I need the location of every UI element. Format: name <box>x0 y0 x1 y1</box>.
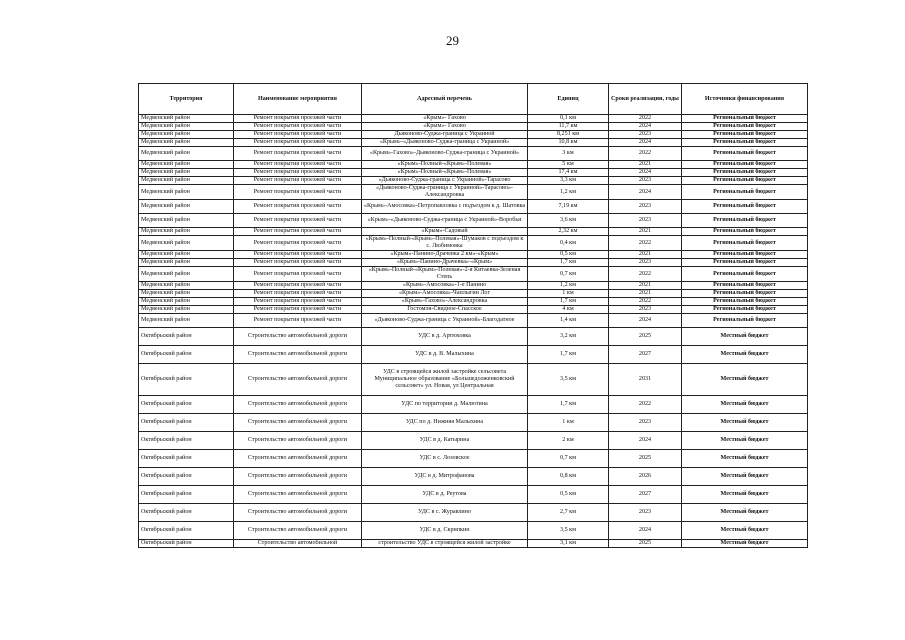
cell-territory: Медвенский район <box>139 123 234 131</box>
roads-program-table <box>138 83 808 548</box>
page-number: 29 <box>446 33 459 48</box>
cell-territory: Октябрьский район <box>139 450 234 468</box>
table-header-row <box>139 84 808 115</box>
cell-funding: Региональный бюджет <box>682 200 808 214</box>
cell-funding: Местный бюджет <box>682 522 808 540</box>
cell-territory: Октябрьский район <box>139 522 234 540</box>
cell-funding: Региональный бюджет <box>682 306 808 314</box>
table-row <box>139 486 808 504</box>
cell-address: УДС в д. Реутова <box>362 486 528 504</box>
cell-funding: Местный бюджет <box>682 396 808 414</box>
cell-territory: Медвенский район <box>139 131 234 139</box>
cell-unit: 0,7 км <box>528 267 609 282</box>
cell-address: «Крым»-Амосовка»-Петропавловка с подъездом к д. Шатовка <box>362 200 528 214</box>
cell-funding: Региональный бюджет <box>682 251 808 259</box>
cell-funding: Региональный бюджет <box>682 177 808 185</box>
cell-measure: Строительство автомобильной дороги <box>234 486 362 504</box>
cell-unit: 3 км <box>528 147 609 161</box>
header-unit: Единиц <box>528 84 609 115</box>
table-row <box>139 522 808 540</box>
cell-address: «Крым»-«Дьяконово-Суджа-граница с Украиной» <box>362 139 528 147</box>
cell-year: 2023 <box>609 214 682 228</box>
table-row <box>139 282 808 290</box>
cell-territory: Октябрьский район <box>139 328 234 346</box>
cell-unit: 0,7 км <box>528 450 609 468</box>
cell-territory: Октябрьский район <box>139 540 234 548</box>
cell-territory: Октябрьский район <box>139 486 234 504</box>
table-row <box>139 214 808 228</box>
cell-unit: 1 км <box>528 414 609 432</box>
cell-funding: Региональный бюджет <box>682 147 808 161</box>
table-row <box>139 185 808 200</box>
cell-unit: 7,19 км <box>528 200 609 214</box>
cell-unit: 5 км <box>528 161 609 169</box>
cell-funding: Местный бюджет <box>682 504 808 522</box>
cell-address: «Крым»-Гахово»-Дьяконово-Суджа-граница с Украиной» <box>362 147 528 161</box>
cell-measure: Ремонт покрытия проезжей части <box>234 147 362 161</box>
cell-address: УДС в с. Лозовское <box>362 450 528 468</box>
cell-territory: Медвенский район <box>139 161 234 169</box>
cell-territory: Медвенский район <box>139 200 234 214</box>
table-row <box>139 468 808 486</box>
cell-measure: Строительство автомобильной дороги <box>234 432 362 450</box>
cell-funding: Местный бюджет <box>682 450 808 468</box>
cell-measure: Ремонт покрытия проезжей части <box>234 214 362 228</box>
cell-measure: Строительство автомобильной дороги <box>234 522 362 540</box>
cell-year: 2025 <box>609 328 682 346</box>
table-row <box>139 251 808 259</box>
table-row <box>139 139 808 147</box>
cell-address: УДС в с. Журавлино <box>362 504 528 522</box>
cell-address: «Дьяконово-Суджа-граница с Украиной»-Тарасово <box>362 177 528 185</box>
cell-unit: 0,5 км <box>528 251 609 259</box>
cell-measure: Строительство автомобильной дороги <box>234 450 362 468</box>
table-row <box>139 200 808 214</box>
cell-measure: Ремонт покрытия проезжей части <box>234 298 362 306</box>
cell-year: 2023 <box>609 306 682 314</box>
cell-measure: Ремонт покрытия проезжей части <box>234 282 362 290</box>
cell-address: Гостомля-Свидное-Спасское <box>362 306 528 314</box>
table-row <box>139 450 808 468</box>
cell-funding: Региональный бюджет <box>682 314 808 328</box>
cell-funding: Местный бюджет <box>682 414 808 432</box>
cell-measure: Ремонт покрытия проезжей части <box>234 236 362 251</box>
cell-measure: Ремонт покрытия проезжей части <box>234 161 362 169</box>
cell-territory: Медвенский район <box>139 147 234 161</box>
table-row <box>139 328 808 346</box>
table-row <box>139 169 808 177</box>
cell-territory: Медвенский район <box>139 267 234 282</box>
cell-unit: 3,5 км <box>528 364 609 396</box>
cell-measure: Ремонт покрытия проезжей части <box>234 123 362 131</box>
cell-unit: 1,7 км <box>528 259 609 267</box>
cell-year: 2025 <box>609 450 682 468</box>
cell-year: 2023 <box>609 259 682 267</box>
cell-year: 2024 <box>609 123 682 131</box>
cell-address: «Крым»-Амосовка»-1-е Панино <box>362 282 528 290</box>
table-row <box>139 396 808 414</box>
cell-address: «Дьяконово-Суджа-граница с Украиной»-Тарасово»-Александровка <box>362 185 528 200</box>
cell-territory: Медвенский район <box>139 169 234 177</box>
cell-funding: Местный бюджет <box>682 328 808 346</box>
cell-territory: Октябрьский район <box>139 364 234 396</box>
cell-address: «Крым»-Амосовка»-Чаплыгин Лог <box>362 290 528 298</box>
table-row <box>139 228 808 236</box>
cell-year: 2023 <box>609 200 682 214</box>
cell-address: УДС в д. Артюховка <box>362 328 528 346</box>
cell-year: 2022 <box>609 236 682 251</box>
cell-year: 2022 <box>609 298 682 306</box>
table-row <box>139 147 808 161</box>
cell-year: 2031 <box>609 364 682 396</box>
cell-measure: Строительство автомобильной дороги <box>234 504 362 522</box>
cell-year: 2021 <box>609 290 682 298</box>
cell-territory: Октябрьский район <box>139 432 234 450</box>
cell-address: Дьяконово-Суджа-граница с Украиной <box>362 131 528 139</box>
cell-unit: 3,2 км <box>528 328 609 346</box>
cell-measure: Ремонт покрытия проезжей части <box>234 115 362 123</box>
table-row <box>139 364 808 396</box>
cell-funding: Местный бюджет <box>682 364 808 396</box>
cell-funding: Региональный бюджет <box>682 236 808 251</box>
cell-unit: 3,3 км <box>528 177 609 185</box>
cell-unit: 3,5 км <box>528 522 609 540</box>
table-row <box>139 123 808 131</box>
table-row <box>139 115 808 123</box>
cell-funding: Региональный бюджет <box>682 169 808 177</box>
cell-territory: Медвенский район <box>139 228 234 236</box>
cell-address: УДС в д. В. Малыхина <box>362 346 528 364</box>
cell-year: 2022 <box>609 147 682 161</box>
table-row <box>139 314 808 328</box>
cell-funding: Местный бюджет <box>682 540 808 548</box>
cell-funding: Региональный бюджет <box>682 259 808 267</box>
cell-measure: Ремонт покрытия проезжей части <box>234 314 362 328</box>
cell-year: 2021 <box>609 228 682 236</box>
cell-measure: Ремонт покрытия проезжей части <box>234 267 362 282</box>
cell-address: «Крым»-Садовый <box>362 228 528 236</box>
cell-address: «Крым»-«Дьяконово-Суджа-граница с Украиной»-Воробьи <box>362 214 528 228</box>
cell-year: 2022 <box>609 396 682 414</box>
cell-year: 2027 <box>609 346 682 364</box>
table-row <box>139 346 808 364</box>
cell-territory: Медвенский район <box>139 298 234 306</box>
table-row <box>139 236 808 251</box>
cell-year: 2021 <box>609 282 682 290</box>
cell-address: «Крым»-Панино-Драчевка»-«Крым» <box>362 259 528 267</box>
cell-territory: Медвенский район <box>139 306 234 314</box>
table-row <box>139 306 808 314</box>
cell-year: 2024 <box>609 432 682 450</box>
cell-unit: 0,4 км <box>528 236 609 251</box>
header-address: Адресный перечень <box>362 84 528 115</box>
cell-measure: Строительство автомобильной дороги <box>234 468 362 486</box>
cell-address: «Крым»-Гахово»-Александровка <box>362 298 528 306</box>
cell-measure: Ремонт покрытия проезжей части <box>234 131 362 139</box>
cell-measure: Строительство автомобильной дороги <box>234 396 362 414</box>
cell-year: 2023 <box>609 177 682 185</box>
cell-measure: Ремонт покрытия проезжей части <box>234 169 362 177</box>
cell-unit: 0,8 км <box>528 468 609 486</box>
cell-address: «Крым»-Полный-«Крым»-Полевая»-Шумаков с подъездом к с. Любимовка <box>362 236 528 251</box>
cell-measure: Ремонт покрытия проезжей части <box>234 177 362 185</box>
cell-address: УДС по д. Нижняя Малыхина <box>362 414 528 432</box>
cell-unit: 0,1 км <box>528 115 609 123</box>
cell-unit: 1 км <box>528 290 609 298</box>
cell-funding: Местный бюджет <box>682 486 808 504</box>
cell-unit: 2,7 км <box>528 504 609 522</box>
header-funding: Источники финансирования <box>682 84 808 115</box>
cell-territory: Медвенский район <box>139 259 234 267</box>
cell-year: 2024 <box>609 139 682 147</box>
cell-measure: Ремонт покрытия проезжей части <box>234 251 362 259</box>
cell-unit: 0,5 км <box>528 486 609 504</box>
cell-unit: 1,2 км <box>528 185 609 200</box>
cell-funding: Региональный бюджет <box>682 161 808 169</box>
header-measure: Наименование мероприятия <box>234 84 362 115</box>
cell-year: 2021 <box>609 161 682 169</box>
cell-funding: Региональный бюджет <box>682 131 808 139</box>
cell-measure: Строительство автомобильной дороги <box>234 364 362 396</box>
cell-unit: 1,4 км <box>528 314 609 328</box>
header-territory: Территория <box>139 84 234 115</box>
cell-territory: Медвенский район <box>139 115 234 123</box>
cell-funding: Региональный бюджет <box>682 282 808 290</box>
header-years: Сроки реализации, годы <box>609 84 682 115</box>
cell-year: 2027 <box>609 486 682 504</box>
cell-unit: 3,1 км <box>528 540 609 548</box>
cell-territory: Октябрьский район <box>139 468 234 486</box>
cell-year: 2024 <box>609 314 682 328</box>
cell-measure: Ремонт покрытия проезжей части <box>234 139 362 147</box>
cell-address: УДС по территории д. Малютина <box>362 396 528 414</box>
table-row <box>139 504 808 522</box>
cell-measure: Ремонт покрытия проезжей части <box>234 290 362 298</box>
cell-unit: 11,7 км <box>528 123 609 131</box>
cell-unit: 4 км <box>528 306 609 314</box>
cell-territory: Медвенский район <box>139 177 234 185</box>
cell-measure: Строительство автомобильной дороги <box>234 346 362 364</box>
cell-measure: Ремонт покрытия проезжей части <box>234 185 362 200</box>
table-row <box>139 161 808 169</box>
cell-address: «Крым»-Панино-Драчевка 2 км»-«Крым» <box>362 251 528 259</box>
cell-funding: Региональный бюджет <box>682 139 808 147</box>
table-row <box>139 290 808 298</box>
cell-territory: Медвенский район <box>139 290 234 298</box>
cell-year: 2024 <box>609 185 682 200</box>
cell-funding: Региональный бюджет <box>682 267 808 282</box>
cell-territory: Октябрьский район <box>139 414 234 432</box>
cell-funding: Местный бюджет <box>682 468 808 486</box>
cell-measure: Ремонт покрытия проезжей части <box>234 259 362 267</box>
cell-year: 2024 <box>609 169 682 177</box>
cell-funding: Региональный бюджет <box>682 228 808 236</box>
cell-funding: Местный бюджет <box>682 346 808 364</box>
cell-funding: Региональный бюджет <box>682 185 808 200</box>
cell-measure: Ремонт покрытия проезжей части <box>234 228 362 236</box>
cell-year: 2021 <box>609 251 682 259</box>
cell-territory: Медвенский район <box>139 214 234 228</box>
cell-measure: Строительство автомобильной дороги <box>234 328 362 346</box>
cell-year: 2022 <box>609 115 682 123</box>
cell-territory: Медвенский район <box>139 139 234 147</box>
cell-territory: Медвенский район <box>139 185 234 200</box>
cell-unit: 1,7 км <box>528 346 609 364</box>
cell-measure: Строительство автомобильной дороги <box>234 414 362 432</box>
table-row <box>139 267 808 282</box>
cell-territory: Медвенский район <box>139 251 234 259</box>
cell-year: 2025 <box>609 540 682 548</box>
table-row <box>139 432 808 450</box>
cell-unit: 10,8 км <box>528 139 609 147</box>
cell-year: 2022 <box>609 267 682 282</box>
cell-unit: 2 км <box>528 432 609 450</box>
table-row <box>139 131 808 139</box>
cell-territory: Октябрьский район <box>139 504 234 522</box>
cell-address: УДС в д. Скрипкин <box>362 522 528 540</box>
cell-unit: 17,4 км <box>528 169 609 177</box>
cell-year: 2026 <box>609 468 682 486</box>
cell-address: «Крым»-Полный-«Крым»-Полевая» <box>362 161 528 169</box>
table-row <box>139 414 808 432</box>
cell-year: 2023 <box>609 414 682 432</box>
cell-address: УДС в строящейся жилой застройке сельсовета Муниципальное образование «Большедолженковский сельсовет» ул. Новая, ул Центральная <box>362 364 528 396</box>
cell-funding: Местный бюджет <box>682 432 808 450</box>
cell-address: «Дьяконово-Суджа-граница с Украиной»-Благодатное <box>362 314 528 328</box>
cell-funding: Региональный бюджет <box>682 298 808 306</box>
table-row <box>139 540 808 548</box>
cell-funding: Региональный бюджет <box>682 214 808 228</box>
cell-unit: 1,7 км <box>528 298 609 306</box>
cell-year: 2024 <box>609 522 682 540</box>
cell-measure: Строительство автомобильной <box>234 540 362 548</box>
cell-unit: 1,2 км <box>528 282 609 290</box>
cell-territory: Медвенский район <box>139 236 234 251</box>
cell-territory: Медвенский район <box>139 314 234 328</box>
cell-unit: 8,251 км <box>528 131 609 139</box>
cell-territory: Октябрьский район <box>139 396 234 414</box>
table-body <box>139 115 808 548</box>
cell-measure: Ремонт покрытия проезжей части <box>234 306 362 314</box>
table-row <box>139 259 808 267</box>
cell-unit: 2,32 км <box>528 228 609 236</box>
cell-address: «Крым»-Полный-«Крым»-Полевая»-2-я Китаевка-Зеленая Степь <box>362 267 528 282</box>
cell-funding: Региональный бюджет <box>682 123 808 131</box>
table-row <box>139 177 808 185</box>
cell-territory: Медвенский район <box>139 282 234 290</box>
cell-address: «Крым»- Гахово <box>362 115 528 123</box>
table-row <box>139 298 808 306</box>
cell-address: «Крым»-Полный-«Крым»-Полевая» <box>362 169 528 177</box>
cell-address: УДС в д. Митрофанова <box>362 468 528 486</box>
cell-unit: 1,7 км <box>528 396 609 414</box>
cell-territory: Октябрьский район <box>139 346 234 364</box>
cell-address: «Крым»- Гахово <box>362 123 528 131</box>
cell-funding: Региональный бюджет <box>682 115 808 123</box>
cell-year: 2023 <box>609 504 682 522</box>
cell-address: УДС в д. Катырина <box>362 432 528 450</box>
cell-funding: Региональный бюджет <box>682 290 808 298</box>
cell-address: строительство УДС в строящейся жилой застройке <box>362 540 528 548</box>
cell-year: 2023 <box>609 131 682 139</box>
cell-unit: 3,6 км <box>528 214 609 228</box>
cell-measure: Ремонт покрытия проезжей части <box>234 200 362 214</box>
